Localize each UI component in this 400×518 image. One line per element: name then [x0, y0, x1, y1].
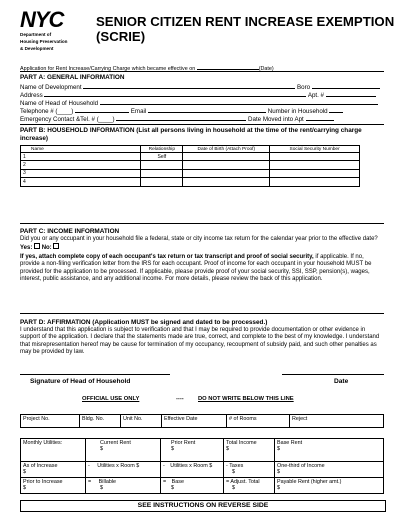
current-rent-cell[interactable] [86, 439, 161, 462]
col-name: Name [21, 146, 141, 153]
development-label: Name of Development [20, 84, 82, 91]
divider [20, 313, 384, 314]
application-effective-label: Application for Rent Increase/Carrying Charge which became effective on [20, 66, 196, 72]
income-instructions [20, 254, 384, 283]
ssn-cell[interactable] [270, 161, 360, 169]
base-label: Base [171, 479, 184, 485]
adjust-total-cell[interactable] [224, 478, 275, 494]
dob-cell[interactable] [183, 161, 270, 169]
logo-nyc-text: NYC [20, 7, 64, 32]
base-cell[interactable] [161, 478, 224, 494]
logo-dept-line-2: Housing Preservation [20, 39, 68, 44]
logo-dept-line-1: Department of [20, 32, 52, 37]
form-title-line-2: (SCRIE) [96, 29, 146, 44]
adjust-total-label: Adjust. Total [230, 479, 260, 485]
office-row-ids [21, 415, 384, 428]
prior-rent-label: Prior Rent [171, 440, 196, 446]
official-use-dashes: ---- [176, 396, 184, 402]
equals-sign: = [163, 479, 167, 485]
affirmation-text: I understand that this application is subject to verification and that I may be required to provide documentation or other evidence in support of the application. I declare that the statements made are true, correct, and complete to the best of my knowledge. I understand that misrepresentation hereof may be cause for termination of my occupancy, recoupment of subsidy paid, and such other penalties as may be provided by law. [20, 327, 380, 355]
one-third-income-cell[interactable] [275, 462, 384, 478]
dob-cell[interactable] [183, 169, 270, 177]
number-in-household-label: Number in Household [267, 108, 328, 115]
prior-rent-cell[interactable] [161, 439, 224, 462]
relationship-cell[interactable] [141, 161, 183, 169]
table-row [21, 178, 360, 186]
do-not-write-label: DO NOT WRITE BELOW THIS LINE [198, 396, 294, 402]
signature-line[interactable] [20, 374, 170, 375]
part-c-heading: PART C: INCOME INFORMATION [20, 228, 120, 235]
office-row-increase [21, 462, 384, 478]
reject-cell[interactable]: Reject [290, 415, 384, 428]
row-number[interactable]: 4 [21, 178, 141, 186]
nyc-hpd-logo [20, 7, 90, 51]
no-checkbox[interactable] [53, 243, 59, 249]
reverse-side-instructions: SEE INSTRUCTIONS ON REVERSE SIDE [20, 500, 386, 512]
taxes-dollar: $ [232, 469, 235, 476]
base-rent-dollar: $ [277, 446, 280, 453]
official-use-label: OFFICIAL USE ONLY [82, 396, 140, 402]
relationship-cell[interactable]: Self [141, 153, 183, 161]
income-instructions-bold: If yes, attach complete copy of each occupant's tax return or tax transcript and proof of social security, [20, 254, 314, 260]
date-moved-field[interactable] [306, 114, 334, 121]
office-use-table [20, 414, 384, 428]
equals-sign: = [226, 479, 230, 485]
current-rent-dollar: $ [100, 446, 103, 453]
base-dollar: $ [171, 485, 174, 492]
telephone-label: Telephone # (____) [20, 108, 74, 115]
address-label: Address [20, 92, 43, 99]
relationship-cell[interactable] [141, 169, 183, 177]
rooms-cell[interactable]: # of Rooms [227, 415, 290, 428]
billable-dollar: $ [100, 485, 103, 492]
col-relationship: Relationship [141, 146, 183, 153]
head-of-household-field[interactable] [100, 98, 378, 105]
ssn-cell[interactable] [270, 169, 360, 177]
boro-field[interactable] [312, 82, 380, 89]
office-row-rents [21, 439, 384, 462]
one-third-income-label: One-third of Income [277, 463, 325, 469]
income-question-text: Did you or any occupant in your household file a federal, state or city income tax return for the calendar year prior to the effective date? [20, 236, 378, 242]
current-rent-label: Current Rent [100, 440, 131, 446]
as-of-increase-dollar: $ [23, 469, 26, 476]
adjust-total-dollar: $ [232, 485, 235, 492]
divider [20, 71, 384, 72]
payable-rent-dollar: $ [277, 485, 280, 492]
prior-utilities-x-room-cell[interactable] [161, 462, 224, 478]
dob-cell[interactable] [183, 153, 270, 161]
form-title [96, 14, 396, 44]
apt-field[interactable] [326, 90, 376, 97]
base-rent-label: Base Rent [277, 440, 303, 446]
income-instructions-body: if applicable. If no, provide a non-filing verification letter from the IRS for each occupant. Proof of income for each occupant in your household MUST be provided for the application to be processed. If applicable, please provide proof of your social security, SSI, SSP, pension(s), wages, interest, public assistance, and any additional income. For more details, please review the back of this application. [20, 254, 372, 282]
monthly-utilities-label: Monthly Utilities: [21, 439, 86, 462]
project-no-cell[interactable]: Project No. [21, 415, 80, 428]
application-effective-date-field[interactable] [197, 63, 259, 70]
utilities-x-room-cell[interactable] [86, 462, 161, 478]
prior-to-increase-cell[interactable] [21, 478, 86, 494]
email-field[interactable] [148, 106, 266, 113]
row-number[interactable]: 1 [21, 153, 141, 161]
prior-utilities-x-room-label: Utilities x Room $ [170, 463, 213, 469]
part-d-heading: PART D: AFFIRMATION (Application MUST be signed and dated to be processed.) [20, 319, 268, 326]
base-rent-cell[interactable] [275, 439, 384, 462]
no-label: No: [41, 245, 52, 252]
date-line[interactable] [282, 374, 384, 375]
divider [20, 223, 384, 224]
col-ssn: Social Security Number [270, 146, 360, 153]
household-table-header [21, 146, 360, 153]
billable-cell[interactable] [86, 478, 161, 494]
prior-to-increase-dollar: $ [23, 485, 26, 492]
minus-sign: - [163, 463, 165, 469]
ssn-cell[interactable] [270, 178, 360, 186]
payable-rent-cell[interactable] [275, 478, 384, 494]
part-b-heading: PART B: HOUSEHOLD INFORMATION (List all persons living in household at the time of the rent/carrying charge increase) [20, 127, 362, 142]
emergency-contact-row [20, 114, 384, 124]
divider [20, 124, 384, 125]
household-table [20, 145, 360, 187]
as-of-increase-label: As of Increase [23, 463, 58, 469]
payable-rent-label: Payable Rent (higher amt.) [277, 479, 342, 485]
row-number[interactable]: 2 [21, 161, 141, 169]
telephone-field[interactable] [75, 106, 129, 113]
total-income-cell[interactable] [224, 439, 275, 462]
equals-sign: = [88, 479, 92, 485]
yes-checkbox[interactable] [34, 243, 40, 249]
apt-label: Apt. # [307, 92, 324, 99]
table-row [21, 161, 360, 169]
table-row [21, 169, 360, 177]
col-dob: Date of Birth (Attach Proof) [183, 146, 270, 153]
table-row [21, 153, 360, 161]
development-field[interactable] [83, 82, 295, 89]
address-field[interactable] [44, 90, 306, 97]
minus-sign: - [88, 463, 90, 469]
as-of-increase-cell[interactable] [21, 462, 86, 478]
logo-dept-line-3: & Development [20, 46, 54, 51]
taxes-cell[interactable] [224, 462, 275, 478]
billable-label: Billable [98, 479, 117, 485]
minus-sign: - [226, 463, 228, 469]
total-income-dollar: $ [226, 446, 229, 453]
emergency-contact-field[interactable] [116, 114, 246, 121]
signature-date-label: Date [334, 378, 349, 385]
emergency-contact-label: Emergency Contact &Tel. # (____) [20, 116, 115, 123]
form-title-line-1: SENIOR CITIZEN RENT INCREASE EXEMPTION [96, 14, 395, 29]
unit-no-cell[interactable]: Unit No. [121, 415, 162, 428]
office-calc-table [20, 438, 384, 494]
income-question [20, 236, 384, 253]
dob-cell[interactable] [183, 178, 270, 186]
office-row-prior [21, 478, 384, 494]
head-of-household-label: Name of Head of Household [20, 100, 99, 107]
email-label: Email [130, 108, 147, 115]
date-moved-label: Date Moved into Apt [248, 116, 304, 123]
application-effective-date-label: (Date) [258, 66, 274, 72]
one-third-income-dollar: $ [277, 469, 280, 476]
prior-rent-dollar: $ [171, 446, 174, 453]
effective-date-cell[interactable]: Effective Date [162, 415, 227, 428]
bldg-no-cell[interactable]: Bldg. No. [80, 415, 121, 428]
relationship-cell[interactable] [141, 178, 183, 186]
number-in-household-field[interactable] [329, 106, 343, 113]
part-a-heading: PART A: GENERAL INFORMATION [20, 74, 125, 81]
row-number[interactable]: 3 [21, 169, 141, 177]
utilities-x-room-label: Utilities x Room $ [97, 463, 140, 469]
signature-label: Signature of Head of Household [30, 378, 131, 385]
yes-label: Yes: [20, 245, 33, 252]
taxes-label: Taxes [229, 463, 244, 469]
ssn-cell[interactable] [270, 153, 360, 161]
boro-label: Boro [297, 84, 311, 91]
prior-to-increase-label: Prior to Increase [23, 479, 63, 485]
total-income-label: Total Income [226, 440, 257, 446]
